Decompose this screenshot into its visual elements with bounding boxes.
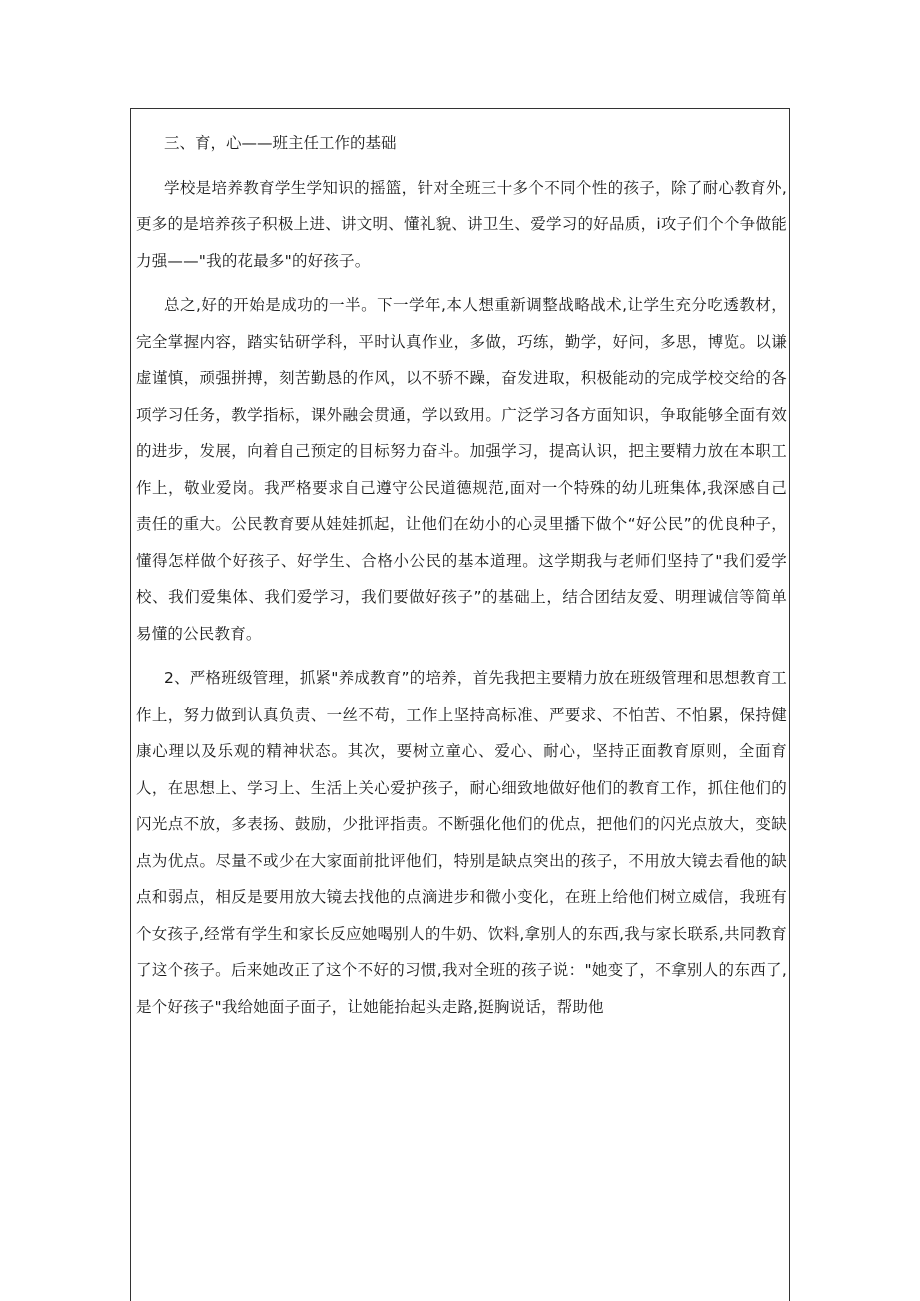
document-body bbox=[136, 125, 787, 1033]
paragraph-school-cradle: 学校是培养教育学生学知识的摇篮，针对全班三十多个不同个性的孩子，除了耐心教育外,更多的是培养孩子积极上进、讲文明、懂礼貌、讲卫生、爱学习的好品质，i攻子们个个争做能力强——"我的花最多"的好孩子。 bbox=[136, 178, 787, 270]
paragraph-class-management: 2、严格班级管理，抓紧"养成教育”的培养，首先我把主要精力放在班级管理和思想教育工作上，努力做到认真负责、一丝不苟，工作上坚持高标准、严要求、不怕苦、不怕累，保持健康心理以及乐观的精神状态。其次，要树立童心、爱心、耐心，坚持正面教育原则，全面育人，在思想上、学习上、生活上关心爱护孩子，耐心细致地做好他们的教育工作，抓住他们的闪光点不放，多表扬、鼓励，少批评指责。不断强化他们的优点，把他们的闪光点放大，变缺点为优点。尽量不或少在大家面前批评他们，特别是缺点突出的孩子，不用放大镜去看他的缺点和弱点，相反是要用放大镜去找他的点滴进步和微小变化，在班上给他们树立威信，我班有个女孩子,经常有学生和家长反应她喝别人的牛奶、饮料,拿别人的东西,我与家长联系,共同教育了这个孩子。后来她改正了这个不好的习惯,我对全班的孩子说："她变了，不拿别人的东西了,是个好孩子"我给她面子面子，让她能抬起头走路,挺胸说话，帮助他 bbox=[136, 669, 787, 1016]
paragraph-summary: 总之,好的开始是成功的一半。下一学年,本人想重新调整战略战术,让学生充分吃透教材，完全掌握内容，踏实钻研学科，平时认真作业，多做，巧练，勤学，好问，多思，博览。以谦虚谨慎，顽强拼搏，刻苦勤恳的作风，以不骄不躁，奋发进取，积极能动的完成学校交给的各项学习任务，教学指标，课外融会贯通，学以致用。广泛学习各方面知识，争取能够全面有效的进步，发展，向着自己预定的目标努力奋斗。加强学习，提高认识，把主要精力放在本职工作上，敬业爱岗。我严格要求自己遵守公民道德规范,面对一个特殊的幼儿班集体,我深感自己责任的重大。公民教育要从娃娃抓起，让他们在幼小的心灵里播下做个“好公民”的优良种子，懂得怎样做个好孩子、好学生、合格小公民的基本道理。这学期我与老师们坚持了"我们爱学校、我们爱集体、我们爱学习，我们要做好孩子”的基础上，结合团结友爱、明理诚信等简单易懂的公民教育。 bbox=[136, 296, 787, 643]
section-heading: 三、育，心——班主任工作的基础 bbox=[164, 134, 397, 152]
